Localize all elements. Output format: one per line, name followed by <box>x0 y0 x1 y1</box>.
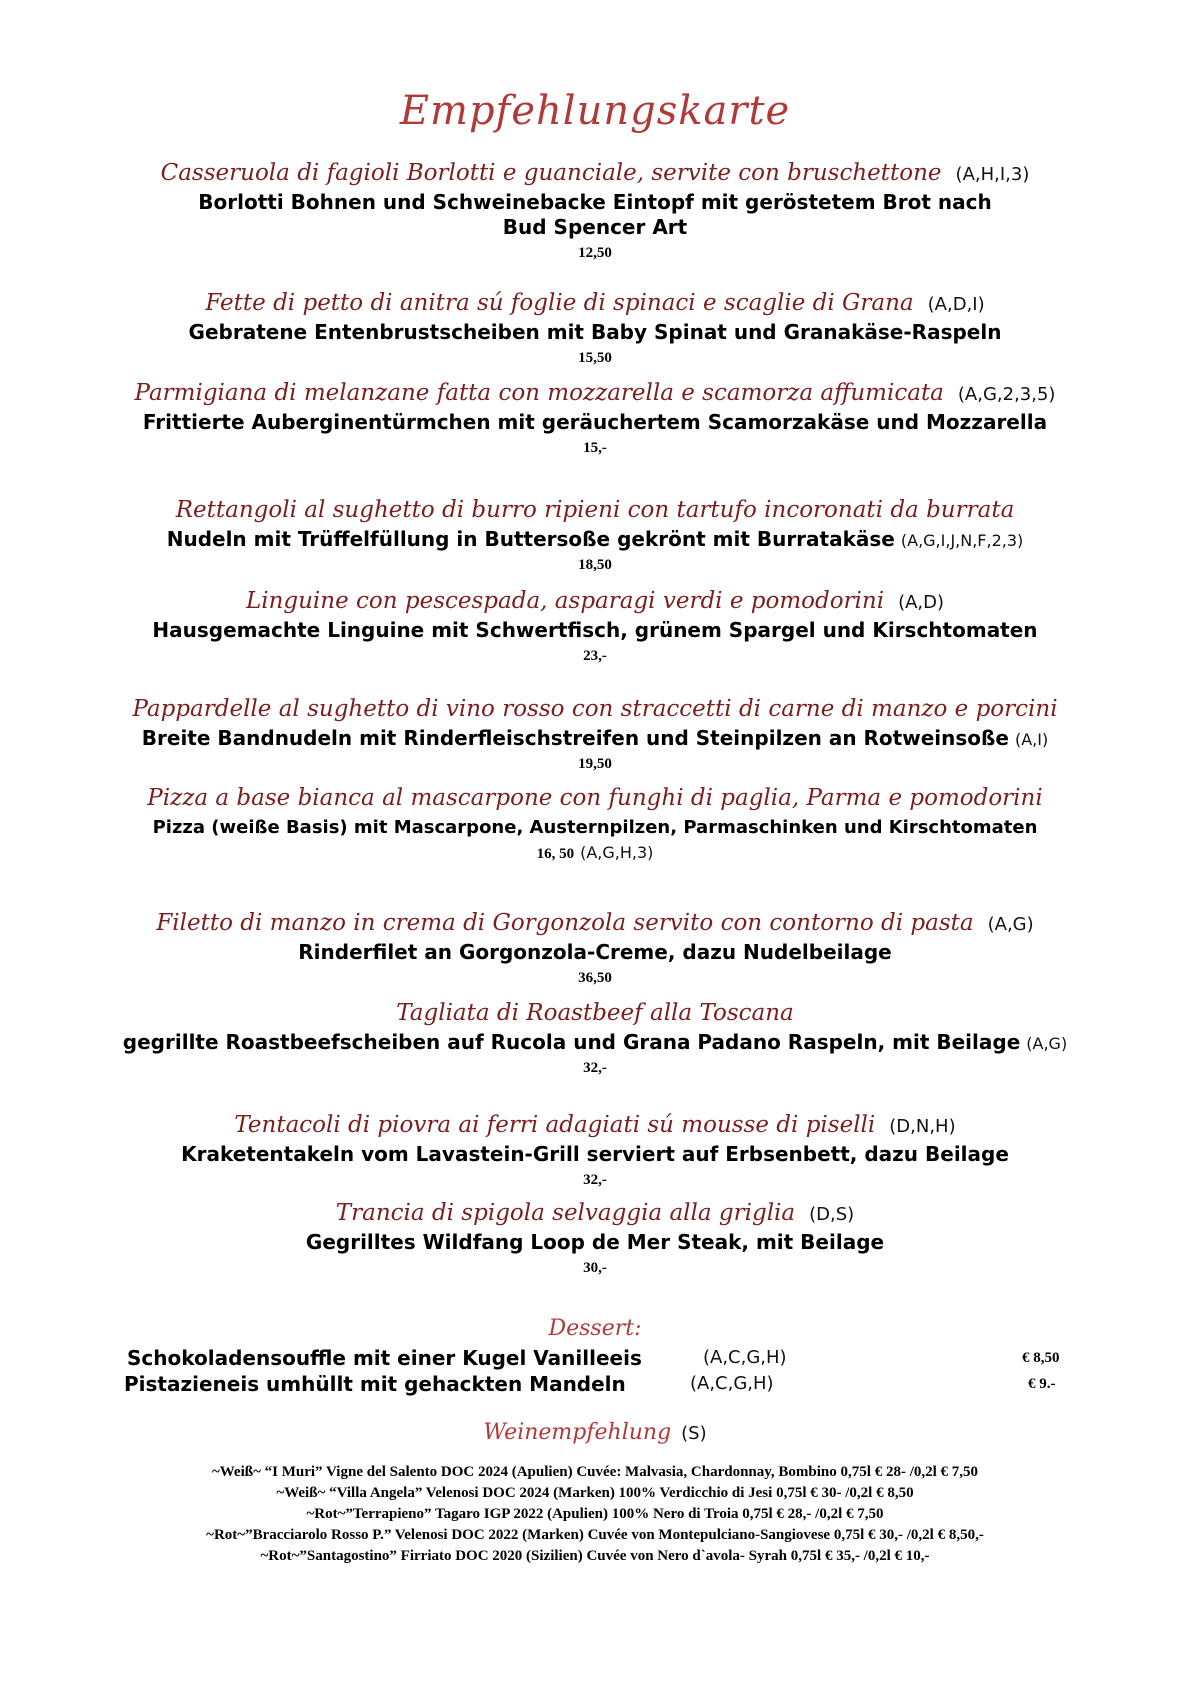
dish-italian-name: Fette di petto di anitra sú foglie di spinaci e scaglie di Grana <box>205 290 914 316</box>
dish-italian-name: Casseruola di fagioli Borlotti e guanciale, servite con bruschettone <box>160 160 942 186</box>
dish-allergens: (A,D,I) <box>927 294 985 315</box>
dish-price: 32,- <box>583 1172 607 1188</box>
dish-price: 30,- <box>583 1260 607 1276</box>
dish-item <box>0 1000 1190 1078</box>
dish-price: 19,50 <box>578 756 612 772</box>
dish-price: 15,50 <box>578 350 612 366</box>
wine-line: ~Rot~”Bracciarolo Rosso P.” Velenosi DOC 2022 (Marken) Cuvée von Montepulciano-Sangiovese 0,75l € 30,- /0,2l € 8,50,- <box>206 1527 984 1543</box>
wine-heading: Weinempfehlung <box>483 1420 672 1445</box>
dessert-item <box>0 1346 1190 1372</box>
dish-price: 32,- <box>583 1060 607 1076</box>
dish-allergens: (A,I) <box>1014 730 1049 749</box>
dish-german-description: Pizza (weiße Basis) mit Mascarpone, Austernpilzen, Parmaschinken und Kirschtomaten <box>152 817 1038 838</box>
dish-item <box>0 910 1190 988</box>
dish-item <box>0 1200 1190 1278</box>
dish-item <box>0 380 1190 458</box>
dish-allergens: (A,G,I,J,N,F,2,3) <box>900 531 1024 550</box>
dish-italian-name: Filetto di manzo in crema di Gorgonzola servito con contorno di pasta <box>156 910 974 936</box>
wine-line: ~Weiß~ “I Muri” Vigne del Salento DOC 2024 (Apulien) Cuvée: Malvasia, Chardonnay, Bombino 0,75l € 28- /0,2l € 7,50 <box>211 1464 979 1480</box>
dish-allergens: (D,N,H) <box>889 1116 956 1137</box>
dish-german-description: gegrillte Roastbeefscheiben auf Rucola und Grana Padano Raspeln, mit Beilage <box>122 1030 1021 1054</box>
dish-german-description: Gebratene Entenbrustscheiben mit Baby Spinat und Granakäse-Raspeln <box>188 320 1002 344</box>
dish-german-description: Gegrilltes Wildfang Loop de Mer Steak, mit Beilage <box>305 1230 885 1254</box>
dish-item <box>0 1112 1190 1190</box>
dessert-allergens: (A,C,G,H) <box>690 1373 774 1394</box>
dish-allergens: (D,S) <box>809 1204 855 1225</box>
dish-german-description: Kraketentakeln vom Lavastein-Grill serviert auf Erbsenbett, dazu Beilage <box>181 1142 1009 1166</box>
dish-german-description: Frittierte Auberginentürmchen mit geräuchertem Scamorzakäse und Mozzarella <box>142 410 1048 434</box>
dessert-price: € 9.- <box>1028 1376 1056 1392</box>
wine-list <box>0 1462 1190 1567</box>
dish-allergens: (A,G,H,3) <box>580 843 654 862</box>
dish-german-description: Nudeln mit Trüffelfüllung in Buttersoße gekrönt mit Burratakäse <box>166 527 895 551</box>
dish-price: 23,- <box>583 648 607 664</box>
dish-allergens: (A,D) <box>898 592 945 613</box>
dish-allergens: (A,G) <box>987 914 1034 935</box>
dish-italian-name: Linguine con pescespada, asparagi verdi e pomodorini <box>245 588 885 614</box>
dish-item <box>0 696 1190 774</box>
dessert-allergens: (A,C,G,H) <box>703 1347 787 1368</box>
dessert-price: € 8,50 <box>1022 1350 1060 1366</box>
wine-line: ~Rot~”Terrapieno” Tagaro IGP 2022 (Apulien) 100% Nero di Troia 0,75l € 28,- /0,2l € 7,50 <box>306 1506 884 1522</box>
dish-item <box>0 588 1190 666</box>
dish-italian-name: Pappardelle al sughetto di vino rosso con straccetti di carne di manzo e porcini <box>132 696 1058 722</box>
dessert-name: Schokoladensouffle mit einer Kugel Vanilleeis <box>127 1346 642 1370</box>
dish-italian-name: Tagliata di Roastbeef alla Toscana <box>396 1000 794 1026</box>
dish-allergens: (A,G,2,3,5) <box>957 384 1056 405</box>
dish-allergens: (A,G) <box>1026 1034 1068 1053</box>
dish-allergens: (A,H,I,3) <box>955 164 1030 185</box>
dish-italian-name: Tentacoli di piovra ai ferri adagiati sú mousse di piselli <box>234 1112 876 1138</box>
dish-item <box>0 290 1190 368</box>
wine-allergen: (S) <box>681 1423 707 1444</box>
dish-item <box>0 785 1190 864</box>
dish-german-description: Borlotti Bohnen und Schweinebacke Eintopf mit geröstetem Brot nach <box>198 190 992 214</box>
dessert-item <box>0 1372 1190 1398</box>
page-title: Empfehlungskarte <box>399 88 791 134</box>
dish-italian-name: Parmigiana di melanzane fatta con mozzarella e scamorza affumicata <box>134 380 944 406</box>
dish-price: 15,- <box>583 440 607 456</box>
dish-italian-name: Rettangoli al sughetto di burro ripieni con tartufo incoronati da burrata <box>175 497 1015 523</box>
dish-german-description: Rinderfilet an Gorgonzola-Creme, dazu Nudelbeilage <box>298 940 892 964</box>
dish-price: 18,50 <box>578 557 612 573</box>
wine-heading-row <box>0 1420 1190 1445</box>
dish-german-description: Breite Bandnudeln mit Rinderfleischstreifen und Steinpilzen an Rotweinsoße <box>141 726 1009 750</box>
dish-price: 16, 50 <box>536 846 575 862</box>
dish-price: 12,50 <box>578 245 612 261</box>
dish-price: 36,50 <box>578 970 612 986</box>
dish-item <box>0 160 1190 263</box>
dish-german-description-cont: Bud Spencer Art <box>502 215 688 239</box>
dish-italian-name: Trancia di spigola selvaggia alla griglia <box>335 1200 796 1226</box>
wine-line: ~Weiß~ “Villa Angela” Velenosi DOC 2024 (Marken) 100% Verdicchio di Jesi 0,75l € 30- /0,2l € 8,50 <box>276 1485 914 1501</box>
dessert-heading: Dessert: <box>548 1316 642 1341</box>
dish-italian-name: Pizza a base bianca al mascarpone con funghi di paglia, Parma e pomodorini <box>147 785 1043 811</box>
dessert-name: Pistazieneis umhüllt mit gehackten Mandeln <box>124 1372 626 1396</box>
dish-item <box>0 497 1190 575</box>
wine-line: ~Rot~”Santagostino” Firriato DOC 2020 (Sizilien) Cuvée von Nero d`avola- Syrah 0,75l € 35,- /0,2l € 10,- <box>260 1548 930 1564</box>
dish-german-description: Hausgemachte Linguine mit Schwertfisch, grünem Spargel und Kirschtomaten <box>152 618 1038 642</box>
